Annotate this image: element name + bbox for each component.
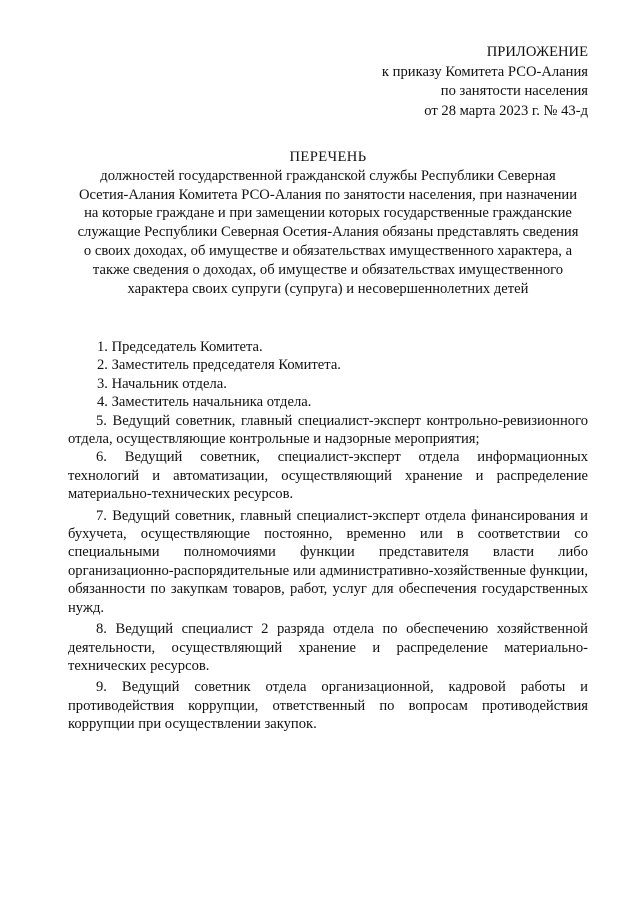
positions-list bbox=[68, 338, 588, 734]
appendix-header bbox=[382, 43, 588, 121]
appendix-label: ПРИЛОЖЕНИЕ bbox=[486, 44, 588, 60]
position-item: 7. Ведущий советник, главный специалист-эксперт отдела финансирования и бухучета, осуществляющие постоянно, временно или в соответствии со специальными полномочиями функции представителя власти либо организационно-распорядительные или административно-хозяйственные функции, обязанности по закупкам товаров, работ, услуг для обеспечения государственных нужд. bbox=[68, 507, 588, 616]
title-line: должностей государственной гражданской службы Республики Северная bbox=[100, 167, 556, 184]
title-line: служащие Республики Северная Осетия-Алания обязаны представлять сведения bbox=[77, 224, 579, 241]
title-line: характера своих супруги (супруга) и несовершеннолетних детей bbox=[127, 280, 529, 297]
position-item: 1. Председатель Комитета. bbox=[97, 339, 263, 355]
document-title-block bbox=[56, 148, 600, 298]
position-item: 3. Начальник отдела. bbox=[97, 375, 227, 392]
position-item: 8. Ведущий специалист 2 разряда отдела по обеспечению хозяйственной деятельности, осуществляющий хранение и распределение материально-технических ресурсов. bbox=[68, 621, 588, 674]
position-item: 5. Ведущий советник, главный специалист-эксперт контрольно-ревизионного отдела, осуществляющие контрольные и надзорные мероприятия; bbox=[68, 412, 588, 448]
title-line: на которые граждане и при замещении которых государственные гражданские bbox=[84, 205, 572, 222]
title-line: Осетия-Алания Комитета РСО-Алания по занятости населения, при назначении bbox=[78, 186, 578, 203]
order-date-number: от 28 марта 2023 г. № 43-д bbox=[424, 102, 588, 119]
title-line: о своих доходах, об имуществе и обязательствах имущественного характера, а bbox=[83, 242, 573, 259]
position-item: 2. Заместитель председателя Комитета. bbox=[97, 357, 341, 374]
order-issuer: по занятости населения bbox=[440, 83, 588, 99]
order-reference: к приказу Комитета РСО-Алания bbox=[381, 63, 588, 80]
title-line: также сведения о доходах, об имуществе и обязательствах имущественного bbox=[92, 261, 564, 278]
document-title: ПЕРЕЧЕНЬ bbox=[289, 149, 367, 165]
position-item: 4. Заместитель начальника отдела. bbox=[97, 394, 312, 411]
position-item: 6. Ведущий советник, специалист-эксперт отдела информационных технологий и автоматизации, осуществляющий хранение и распределение материально-технических ресурсов. bbox=[68, 449, 588, 503]
position-item: 9. Ведущий советник отдела организационной, кадровой работы и противодействия коррупции, ответственный по вопросам противодействия коррупции при осуществлении закупок. bbox=[68, 679, 588, 733]
